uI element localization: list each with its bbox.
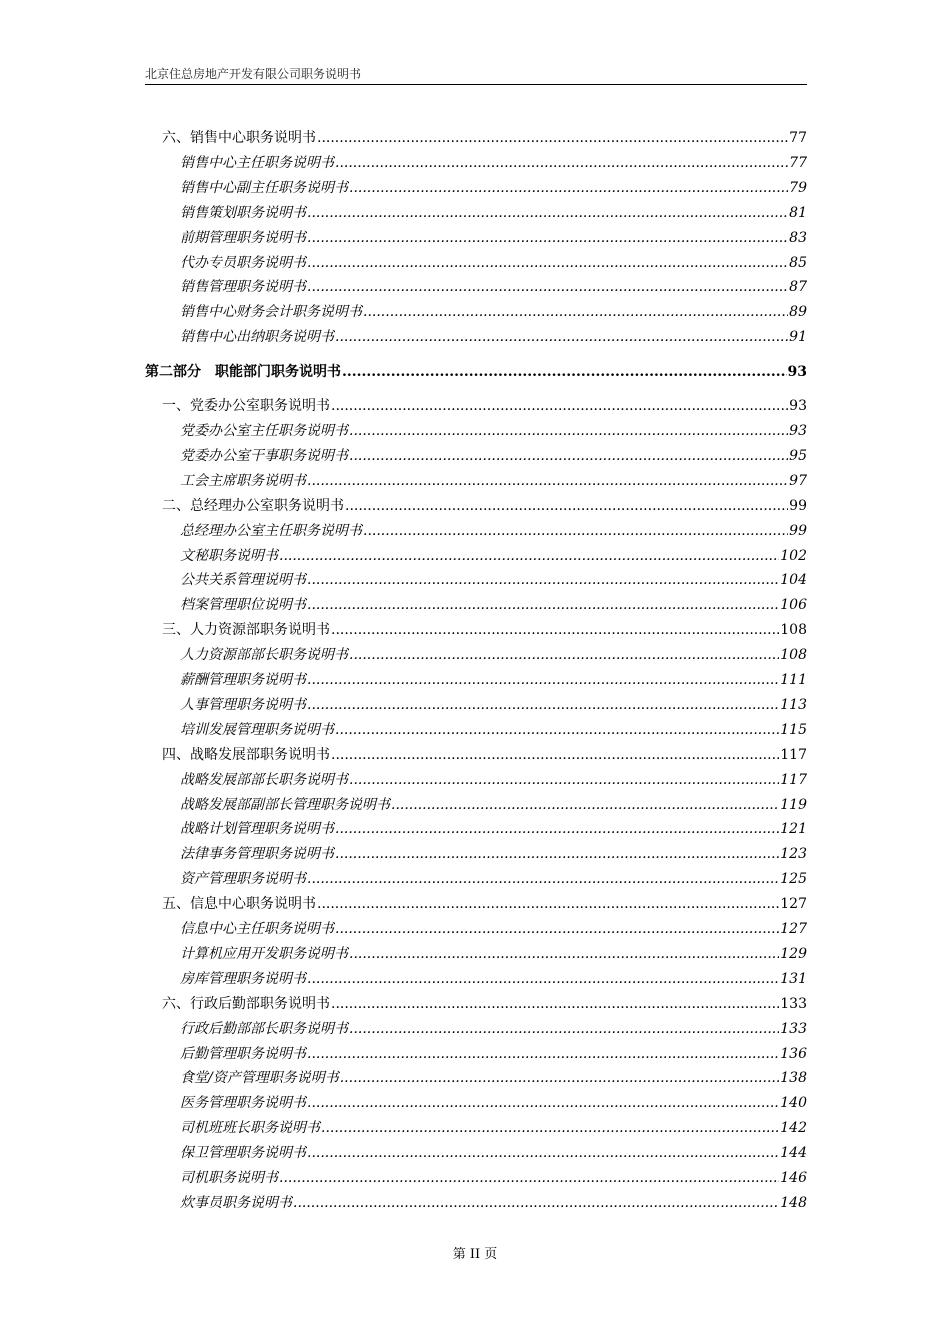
dot-leader [307, 227, 788, 249]
toc-entry-label: 培训发展管理职务说明书 [180, 721, 334, 738]
toc-entry[interactable] [180, 794, 807, 816]
toc-entry[interactable] [180, 227, 807, 249]
toc-page-number: 89 [789, 304, 807, 321]
dot-leader [349, 420, 788, 442]
dot-leader [391, 794, 779, 816]
toc-entry-label: 销售中心出纳职务说明书 [180, 329, 334, 346]
toc-entry[interactable] [180, 202, 807, 224]
toc-section-entry[interactable] [162, 993, 807, 1015]
toc-page-number: 97 [789, 472, 807, 489]
document-title: 北京住总房地产开发有限公司职务说明书 [145, 67, 362, 81]
toc-page-number: 129 [780, 945, 807, 962]
dot-leader [349, 943, 779, 965]
toc-page-number: 99 [789, 497, 807, 514]
toc-entry-label: 行政后勤部部长职务说明书 [180, 1020, 348, 1037]
dot-leader [307, 276, 788, 298]
toc-entry-label: 档案管理职位说明书 [180, 597, 306, 614]
toc-entry-label: 六、行政后勤部职务说明书 [162, 995, 330, 1012]
toc-page-number: 111 [780, 672, 807, 688]
dot-leader [307, 594, 779, 616]
toc-entry-label: 保卫管理职务说明书 [180, 1145, 306, 1162]
dot-leader [307, 968, 779, 990]
toc-entry-label: 炊事员职务说明书 [180, 1194, 292, 1211]
dot-leader [331, 619, 779, 641]
toc-entry-label: 文秘职务说明书 [180, 547, 278, 564]
dot-leader [335, 719, 779, 741]
dot-leader [307, 1092, 779, 1114]
toc-entry[interactable] [180, 694, 807, 716]
dot-leader [293, 1192, 779, 1214]
toc-page-number: 93 [789, 398, 807, 415]
toc-page-number: 123 [780, 846, 807, 863]
dot-leader [307, 1142, 779, 1164]
toc-entry-label: 三、人力资源部职务说明书 [162, 622, 330, 639]
dot-leader [363, 301, 788, 323]
toc-page-number: 108 [780, 647, 807, 664]
toc-entry-label: 销售管理职务说明书 [180, 279, 306, 296]
toc-page-number: 136 [780, 1045, 807, 1062]
toc-entry[interactable] [180, 276, 807, 298]
toc-section-entry[interactable] [162, 495, 807, 517]
toc-entry-label: 公共关系管理说明书 [180, 572, 306, 589]
toc-entry[interactable] [180, 1192, 807, 1214]
dot-leader [335, 326, 788, 348]
toc-entry[interactable] [180, 918, 807, 940]
toc-entry-label: 一、党委办公室职务说明书 [162, 398, 330, 415]
toc-entry[interactable] [180, 719, 807, 741]
dot-leader [331, 395, 788, 417]
toc-part-heading[interactable] [145, 361, 807, 383]
toc-entry[interactable] [180, 594, 807, 616]
dot-leader [349, 1018, 779, 1040]
toc-entry[interactable] [180, 1043, 807, 1065]
toc-entry[interactable] [180, 420, 807, 442]
toc-page-number: 127 [780, 921, 807, 937]
toc-entry-label: 法律事务管理职务说明书 [180, 846, 334, 863]
toc-section-entry[interactable] [162, 395, 807, 417]
toc-page-number: 102 [780, 547, 807, 564]
toc-entry-label: 医务管理职务说明书 [180, 1095, 306, 1112]
toc-entry[interactable] [180, 1142, 807, 1164]
toc-section-entry[interactable] [162, 893, 807, 915]
toc-entry[interactable] [180, 968, 807, 990]
dot-leader [317, 127, 788, 149]
toc-page-number: 77 [789, 130, 807, 146]
toc-page-number: 117 [780, 746, 807, 763]
toc-page-number: 79 [789, 179, 807, 196]
dot-leader [307, 252, 788, 274]
page-header [145, 66, 807, 85]
toc-entry-label: 四、战略发展部职务说明书 [162, 746, 330, 763]
toc-page-number: 115 [780, 721, 807, 738]
toc-page-number: 95 [789, 447, 807, 464]
toc-entry[interactable] [180, 470, 807, 492]
toc-page-number: 93 [789, 423, 807, 439]
toc-entry[interactable] [180, 520, 807, 542]
toc-entry-label: 战略计划管理职务说明书 [180, 821, 334, 838]
toc-entry-label: 司机职务说明书 [180, 1170, 278, 1186]
toc-page-number: 77 [789, 154, 807, 171]
toc-page-number: 148 [780, 1194, 807, 1211]
toc-entry-label: 销售中心财务会计职务说明书 [180, 304, 362, 321]
toc-entry-label: 销售中心主任职务说明书 [180, 154, 334, 171]
dot-leader [335, 152, 788, 174]
toc-entry[interactable] [180, 644, 807, 666]
toc-section-entry[interactable] [162, 744, 807, 766]
dot-leader [363, 520, 788, 542]
dot-leader [349, 177, 788, 199]
toc-entry[interactable] [180, 252, 807, 274]
toc-entry[interactable] [180, 1018, 807, 1040]
toc-entry[interactable] [180, 569, 807, 591]
toc-entry-label: 代办专员职务说明书 [180, 254, 306, 271]
toc-entry-label: 二、总经理办公室职务说明书 [162, 497, 344, 514]
toc-entry[interactable] [180, 818, 807, 840]
toc-page-number: 91 [789, 329, 807, 346]
toc-page-number: 85 [789, 254, 807, 271]
dot-leader [335, 843, 779, 865]
toc-page-number: 146 [780, 1170, 807, 1186]
toc-entry-label: 后勤管理职务说明书 [180, 1045, 306, 1062]
toc-entry[interactable] [180, 326, 807, 348]
toc-section-entry[interactable] [162, 619, 807, 641]
toc-entry-label: 司机班班长职务说明书 [180, 1120, 320, 1137]
toc-entry-label: 食堂/资产管理职务说明书 [180, 1070, 339, 1087]
toc-page-number: 142 [780, 1120, 807, 1137]
toc-entry[interactable] [180, 843, 807, 865]
toc-entry[interactable] [180, 1117, 807, 1139]
toc-entry-label: 战略发展部部长职务说明书 [180, 771, 348, 788]
dot-leader [349, 445, 788, 467]
dot-leader [335, 818, 779, 840]
dot-leader [349, 644, 779, 666]
toc-entry[interactable] [180, 1092, 807, 1114]
toc-page-number: 81 [789, 204, 807, 221]
dot-leader [307, 868, 779, 890]
dot-leader [307, 1043, 779, 1065]
dot-leader [307, 470, 788, 492]
dot-leader [340, 1067, 780, 1089]
toc-entry[interactable] [180, 301, 807, 323]
toc-entry-label: 前期管理职务说明书 [180, 229, 306, 246]
toc-entry-label: 党委办公室主任职务说明书 [180, 423, 348, 439]
toc-entry-label: 第二部分 职能部门职务说明书 [145, 364, 341, 381]
dot-leader [331, 993, 779, 1015]
dot-leader [307, 694, 779, 716]
toc-entry[interactable] [180, 177, 807, 199]
toc-entry-label: 人力资源部部长职务说明书 [180, 647, 348, 664]
dot-leader [349, 769, 779, 791]
toc-entry-label: 战略发展部副部长管理职务说明书 [180, 796, 390, 813]
toc-page-number: 113 [780, 696, 807, 713]
toc-page-number: 131 [780, 970, 807, 987]
toc-entry-label: 计算机应用开发职务说明书 [180, 945, 348, 962]
toc-entry[interactable] [180, 152, 807, 174]
toc-page-number: 87 [789, 279, 807, 296]
dot-leader [279, 545, 779, 567]
toc-page-number: 133 [780, 1020, 807, 1037]
dot-leader [307, 569, 779, 591]
toc-page-number: 117 [780, 771, 807, 788]
toc-page-number: 121 [780, 821, 807, 838]
dot-leader [321, 1117, 779, 1139]
toc-page-number: 140 [780, 1095, 807, 1112]
toc-entry-label: 房库管理职务说明书 [180, 970, 306, 987]
toc-entry-label: 销售策划职务说明书 [180, 204, 306, 221]
toc-entry-label: 销售中心副主任职务说明书 [180, 179, 348, 196]
toc-entry[interactable] [180, 445, 807, 467]
toc-entry-label: 五、信息中心职务说明书 [162, 896, 316, 913]
toc-page-number: 144 [780, 1145, 807, 1162]
toc-page-number: 83 [789, 229, 807, 246]
toc-entry[interactable] [180, 1167, 807, 1189]
dot-leader [335, 918, 779, 940]
toc-page-number: 133 [780, 995, 807, 1012]
toc-page-number: 99 [789, 522, 807, 539]
page-number: 第 II 页 [452, 1247, 498, 1262]
toc-entry-label: 人事管理职务说明书 [180, 696, 306, 713]
dot-leader [345, 495, 788, 517]
dot-leader [342, 361, 787, 383]
toc-entry-label: 总经理办公室主任职务说明书 [180, 522, 362, 539]
toc-page-number: 127 [780, 896, 807, 913]
toc-entry[interactable] [180, 868, 807, 890]
toc-entry[interactable] [180, 1067, 807, 1089]
toc-page-number: 93 [787, 364, 807, 381]
toc-entry-label: 资产管理职务说明书 [180, 871, 306, 888]
dot-leader [307, 202, 788, 224]
toc-entry-label: 党委办公室干事职务说明书 [180, 447, 348, 464]
toc-page-number: 104 [780, 572, 807, 589]
toc-section-entry[interactable] [162, 127, 807, 149]
dot-leader [279, 1167, 779, 1189]
toc-page-number: 106 [780, 597, 807, 614]
toc-entry-label: 工会主席职务说明书 [180, 472, 306, 489]
toc-entry-label: 信息中心主任职务说明书 [180, 921, 334, 937]
toc-entry[interactable] [180, 669, 807, 691]
dot-leader [317, 893, 779, 915]
dot-leader [307, 669, 779, 691]
dot-leader [331, 744, 779, 766]
toc-entry-label: 薪酬管理职务说明书 [180, 672, 306, 688]
toc-page-number: 138 [780, 1070, 807, 1087]
toc-entry[interactable] [180, 545, 807, 567]
toc-entry[interactable] [180, 943, 807, 965]
toc-page-number: 108 [780, 622, 807, 639]
toc-entry[interactable] [180, 769, 807, 791]
toc-page-number: 119 [780, 796, 807, 813]
toc-page-number: 125 [780, 871, 807, 888]
toc-entry-label: 六、销售中心职务说明书 [162, 130, 316, 146]
